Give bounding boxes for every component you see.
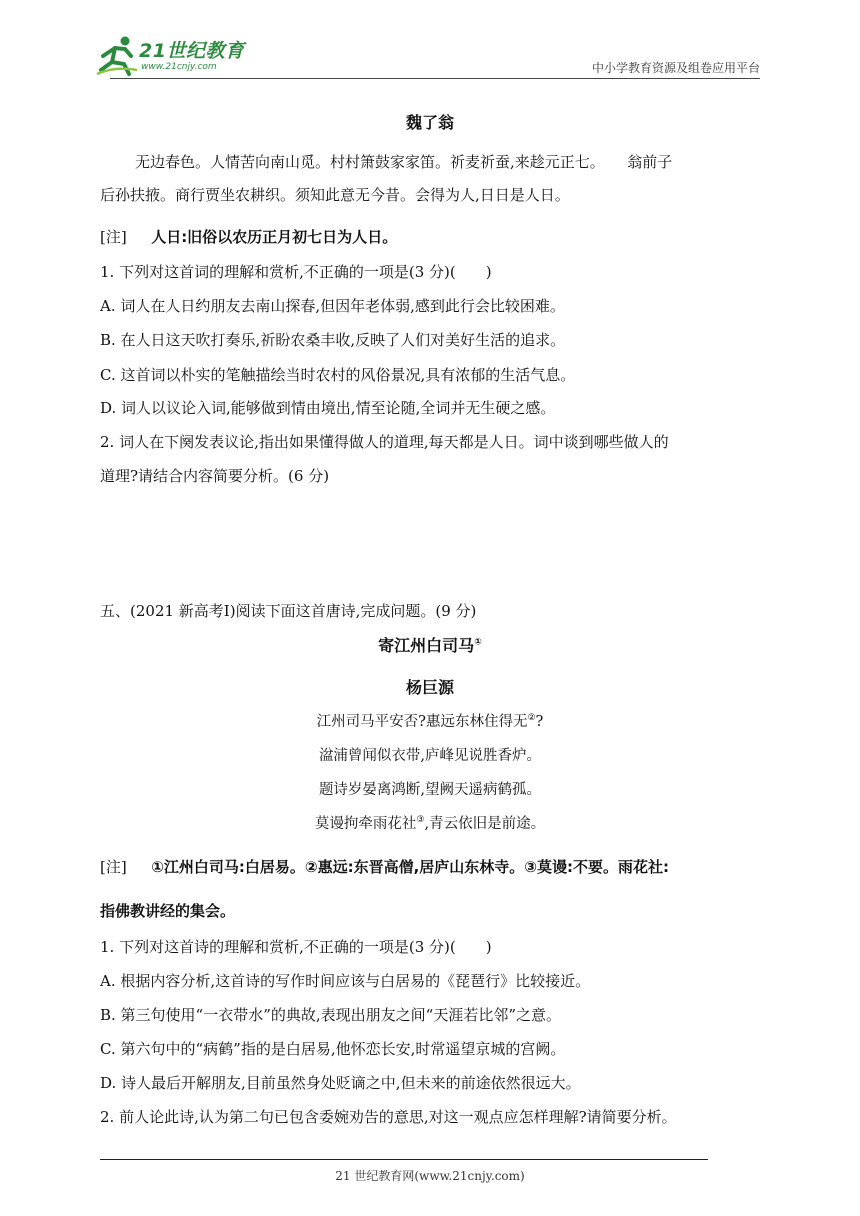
poem1-question-1: 1. 下列对这首词的理解和赏析,不正确的一项是(3 分)( ) bbox=[100, 263, 492, 281]
footnote-marker-2: ② bbox=[527, 713, 536, 724]
poem1-question-2-line1: 2. 词人在下阕发表议论,指出如果懂得做人的道理,每天都是人日。词中谈到哪些做人的 bbox=[100, 433, 669, 451]
poem2-line-2: 湓浦曾闻似衣带,庐峰见说胜香炉。 bbox=[318, 748, 542, 764]
poem1-note bbox=[100, 227, 397, 247]
poem2-question-2: 2. 前人论此诗,认为第二句已包含委婉劝告的意思,对这一观点应怎样理解?请简要分析。 bbox=[100, 1108, 677, 1126]
logo-url: www.21cnjy.com bbox=[141, 62, 217, 72]
poem2-line-1a: 江州司马平安否?惠远东林住得无 bbox=[316, 714, 528, 730]
poem1-text-line1: 无边春色。人情苦向南山觅。村村箫鼓家家笛。祈麦祈蚕,来趁元正七。 翁前子 bbox=[135, 153, 673, 171]
poem1-option-d: D. 词人以议论入词,能够做到情由境出,情至论随,全词并无生硬之感。 bbox=[100, 399, 556, 417]
page-footer[interactable]: 21 世纪教育网(www.21cnjy.com) bbox=[335, 1169, 525, 1183]
header-divider bbox=[110, 78, 760, 79]
poem2-note-line2: 指佛教讲经的集会。 bbox=[100, 902, 236, 920]
note-text: 人日:旧俗以农历正月初七日为人日。 bbox=[151, 228, 398, 246]
site-logo[interactable] bbox=[95, 34, 255, 76]
poem1-option-a: A. 词人在人日约朋友去南山探春,但因年老体弱,感到此行会比较困难。 bbox=[100, 297, 565, 315]
logo-text: 21世纪教育 bbox=[139, 40, 245, 62]
footer-divider bbox=[100, 1159, 708, 1160]
runner-icon bbox=[95, 34, 139, 76]
poem2-line-4 bbox=[0, 814, 860, 834]
poem2-title-text: 寄江州白司马 bbox=[378, 636, 475, 655]
poem2-question-1: 1. 下列对这首诗的理解和赏析,不正确的一项是(3 分)( ) bbox=[100, 938, 492, 956]
poem1-text-line2: 后孙扶掖。商行贾坐农耕织。须知此意无今昔。会得为人,日日是人日。 bbox=[100, 186, 570, 204]
note-tag: [注] bbox=[100, 228, 127, 246]
page-header bbox=[95, 30, 760, 80]
header-platform-text: 中小学教育资源及组卷应用平台 bbox=[591, 61, 760, 75]
note-text: ①江州白司马:白居易。②惠远:东晋高僧,居庐山东林寺。③莫谩:不要。雨花社: bbox=[151, 858, 669, 876]
poem2-line-1b: ? bbox=[535, 714, 544, 730]
poem2-line-4a: 莫谩拘牵雨花社 bbox=[314, 816, 417, 832]
footnote-marker-1: ① bbox=[474, 637, 482, 648]
poem2-option-d: D. 诗人最后开解朋友,目前虽然身处贬谪之中,但未来的前途依然很远大。 bbox=[100, 1074, 581, 1092]
poem2-line-3: 题诗岁晏离鸿断,望阙天遥病鹤孤。 bbox=[318, 782, 542, 798]
poem1-question-2-line2: 道理?请结合内容简要分析。(6 分) bbox=[100, 467, 330, 485]
poem2-title bbox=[0, 636, 860, 656]
poem2-option-a: A. 根据内容分析,这首诗的写作时间应该与白居易的《琵琶行》比较接近。 bbox=[100, 972, 591, 990]
poem1-option-b: B. 在人日这天吹打奏乐,祈盼农桑丰收,反映了人们对美好生活的追求。 bbox=[100, 331, 566, 349]
poem2-line-4b: ,青云依旧是前途。 bbox=[424, 816, 546, 832]
poem2-note-line1 bbox=[100, 857, 669, 877]
note-tag: [注] bbox=[100, 858, 127, 876]
poem2-option-c: C. 第六句中的“病鹤”指的是白居易,他怀恋长安,时常遥望京城的宫阙。 bbox=[100, 1040, 566, 1058]
section5-heading: 五、(2021 新高考Ⅰ)阅读下面这首唐诗,完成问题。(9 分) bbox=[100, 602, 477, 620]
poem2-line-1 bbox=[0, 712, 860, 732]
footnote-marker-3: ③ bbox=[416, 815, 425, 826]
poem2-option-b: B. 第三句使用“一衣带水”的典故,表现出朋友之间“天涯若比邻”之意。 bbox=[100, 1006, 562, 1024]
poem1-author: 魏了翁 bbox=[405, 113, 454, 132]
poem1-option-c: C. 这首词以朴实的笔触描绘当时农村的风俗景况,具有浓郁的生活气息。 bbox=[100, 366, 576, 384]
poem2-author: 杨巨源 bbox=[405, 678, 454, 697]
